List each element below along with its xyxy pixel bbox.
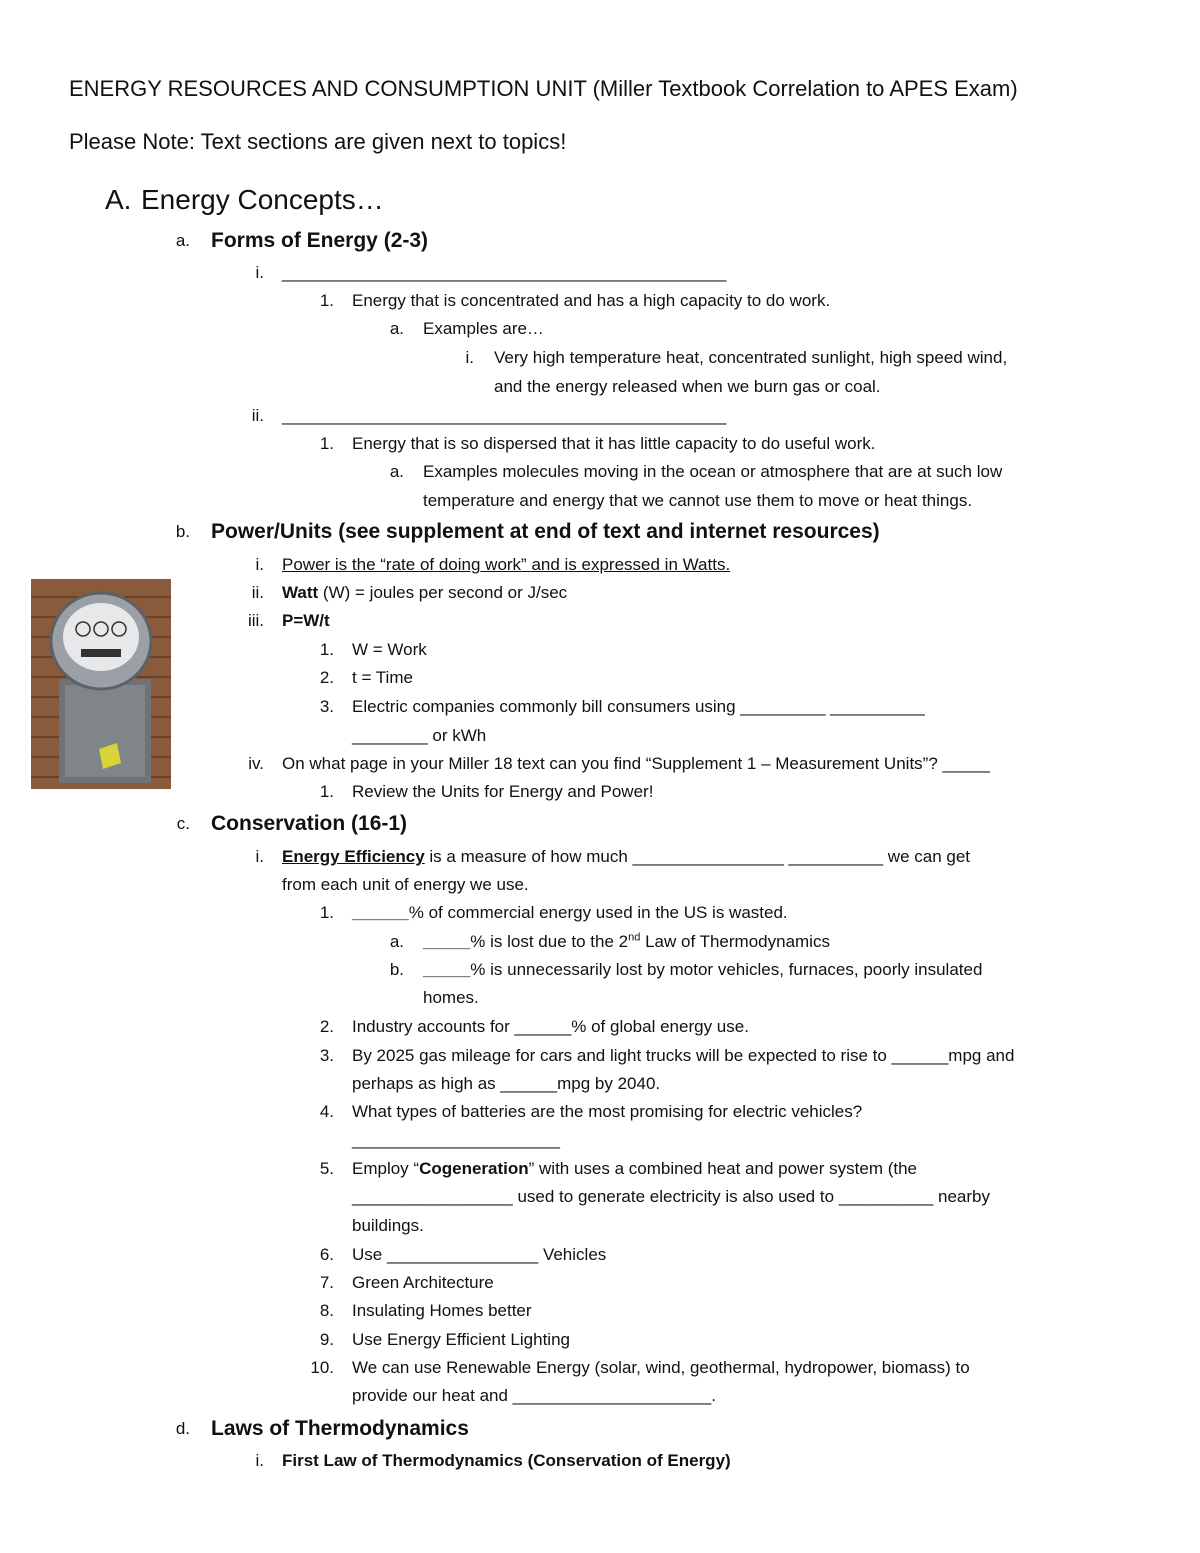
conservation-10-line1: We can use Renewable Energy (solar, wind, geothermal, hydropower, biomass) to	[352, 1358, 970, 1377]
power-iv-1-text: Review the Units for Energy and Power!	[352, 782, 654, 801]
power-i-label: i.	[255, 555, 264, 574]
conservation-1-a-rest: % is lost due to the 2	[470, 932, 629, 951]
conservation-3-label: 3.	[319, 1046, 334, 1065]
power-iii-3-label: 3.	[319, 697, 334, 716]
power-i-text: Power is the “rate of doing work” and is expressed in Watts.	[282, 555, 731, 574]
cogeneration-term: Cogeneration	[419, 1159, 529, 1178]
forms-ii-label: ii.	[251, 406, 264, 425]
forms-i-1-a-i-line2: and the energy released when we burn gas or coal.	[494, 377, 881, 396]
meter-dial-face	[63, 603, 139, 671]
forms-label: a.	[175, 231, 190, 250]
conservation-6-label: 6.	[319, 1245, 334, 1264]
conservation-1-b-line2: homes.	[423, 988, 479, 1007]
forms-ii-1-a-line1: Examples molecules moving in the ocean or atmosphere that are at such low	[423, 462, 1003, 481]
conservation-1-b-blank: _____	[423, 960, 471, 979]
forms-ii-1-a-line2: temperature and energy that we cannot use them to move or heat things.	[423, 491, 973, 510]
power-iii-3-line2: ________ or kWh	[352, 726, 487, 745]
power-iii-2-label: 2.	[319, 668, 334, 687]
conservation-1-a-blank: _____	[423, 932, 471, 951]
conservation-10-label: 10.	[310, 1358, 334, 1377]
document-title: ENERGY RESOURCES AND CONSUMPTION UNIT (Miller Textbook Correlation to APES Exam)	[69, 76, 1018, 101]
conservation-i-label: i.	[255, 847, 264, 866]
conservation-5-line2: _________________ used to generate electricity is also used to __________ nearby	[352, 1187, 990, 1206]
conservation-1-b-rest: % is unnecessarily lost by motor vehicles, furnaces, poorly insulated	[470, 960, 983, 979]
conservation-1-label: 1.	[319, 903, 334, 922]
conservation-7-label: 7.	[319, 1273, 334, 1292]
forms-i-1-a-label: a.	[389, 319, 404, 338]
power-iv-text: On what page in your Miller 18 text can you find “Supplement 1 – Measurement Units”? _____	[282, 754, 990, 773]
conservation-4-line1: What types of batteries are the most promising for electric vehicles?	[352, 1102, 863, 1121]
conservation-5-label: 5.	[319, 1159, 334, 1178]
meter-rotor-disk	[81, 649, 121, 657]
conservation-5-post: ” with uses a combined heat and power system (the	[528, 1159, 918, 1178]
conservation-1-a-sup: nd	[628, 931, 641, 944]
forms-ii-1-label: 1.	[319, 434, 334, 453]
conservation-1-a-end: Law of Thermodynamics	[640, 932, 830, 951]
conservation-3-line2: perhaps as high as ______mpg by 2040.	[352, 1074, 661, 1093]
conservation-2-text: Industry accounts for ______% of global energy use.	[352, 1017, 749, 1036]
thermo-i-label: i.	[255, 1451, 264, 1470]
conservation-label: c.	[176, 814, 190, 833]
electric-meter-photo	[31, 579, 171, 789]
power-iv-1-label: 1.	[319, 782, 334, 801]
conservation-8-text: Insulating Homes better	[352, 1301, 532, 1320]
power-formula: P=W/t	[282, 611, 330, 630]
forms-i-1-a-i-line1: Very high temperature heat, concentrated sunlight, high speed wind,	[494, 348, 1008, 367]
power-iii-2-text: t = Time	[352, 668, 413, 687]
conservation-9-label: 9.	[319, 1330, 334, 1349]
energy-efficiency-term: Energy Efficiency	[282, 847, 425, 866]
forms-i-blank: _______________________________________________	[282, 263, 727, 282]
forms-i-1-text: Energy that is concentrated and has a high capacity to do work.	[352, 291, 831, 310]
forms-heading: Forms of Energy (2-3)	[211, 229, 429, 252]
watt-definition: (W) = joules per second or J/sec	[318, 583, 568, 602]
conservation-1-text	[352, 901, 788, 925]
forms-i-1-a-i-label: i.	[465, 348, 474, 367]
conservation-8-label: 8.	[319, 1301, 334, 1320]
power-iii-1-text: W = Work	[352, 640, 427, 659]
conservation-i-line1	[282, 845, 970, 869]
forms-i-1-a-text: Examples are…	[423, 319, 544, 338]
power-heading: Power/Units (see supplement at end of text and internet resources)	[211, 520, 880, 543]
thermo-label: d.	[175, 1419, 190, 1438]
thermo-i-text: First Law of Thermodynamics (Conservation of Energy)	[282, 1451, 731, 1470]
conservation-3-line1: By 2025 gas mileage for cars and light trucks will be expected to rise to ______mpg and	[352, 1046, 1015, 1065]
conservation-i-line2: from each unit of energy we use.	[282, 875, 529, 894]
forms-ii-blank: _______________________________________________	[282, 406, 727, 425]
watt-term: Watt	[282, 583, 319, 602]
conservation-7-text: Green Architecture	[352, 1273, 494, 1292]
document-note: Please Note: Text sections are given next to topics!	[69, 129, 567, 154]
section-a-title: Energy Concepts…	[141, 184, 384, 215]
conservation-10-line2: provide our heat and _____________________.	[352, 1386, 716, 1405]
conservation-6-text: Use ________________ Vehicles	[352, 1245, 607, 1264]
conservation-5-line3: buildings.	[352, 1216, 424, 1235]
conservation-5-pre: Employ “	[352, 1159, 420, 1178]
conservation-9-text: Use Energy Efficient Lighting	[352, 1330, 570, 1349]
conservation-4-line2: ______________________	[352, 1130, 561, 1149]
thermo-heading: Laws of Thermodynamics	[211, 1417, 469, 1440]
energy-efficiency-rest: is a measure of how much ________________ __________ we can get	[424, 847, 971, 866]
conservation-5-line1	[352, 1157, 917, 1181]
conservation-1-rest: % of commercial energy used in the US is wasted.	[408, 903, 788, 922]
conservation-1-a-label: a.	[389, 932, 404, 951]
conservation-2-label: 2.	[319, 1017, 334, 1036]
power-ii-label: ii.	[251, 583, 264, 602]
conservation-heading: Conservation (16-1)	[211, 812, 408, 835]
conservation-1-a-text	[423, 930, 830, 954]
forms-i-1-label: 1.	[319, 291, 334, 310]
power-label: b.	[175, 522, 190, 541]
power-iii-1-label: 1.	[319, 640, 334, 659]
conservation-1-blank: ______	[352, 903, 409, 922]
section-a-label: A.	[105, 184, 132, 215]
conservation-1-b-label: b.	[389, 960, 404, 979]
forms-ii-1-a-label: a.	[389, 462, 404, 481]
conservation-4-label: 4.	[319, 1102, 334, 1121]
power-iii-3-line1: Electric companies commonly bill consumers using _________ __________	[352, 697, 925, 716]
power-ii-line	[282, 581, 567, 605]
forms-i-label: i.	[255, 263, 264, 282]
forms-ii-1-text: Energy that is so dispersed that it has little capacity to do useful work.	[352, 434, 876, 453]
conservation-1-b-text	[423, 958, 982, 982]
power-iv-label: iv.	[248, 754, 264, 773]
power-iii-label: iii.	[247, 611, 264, 630]
